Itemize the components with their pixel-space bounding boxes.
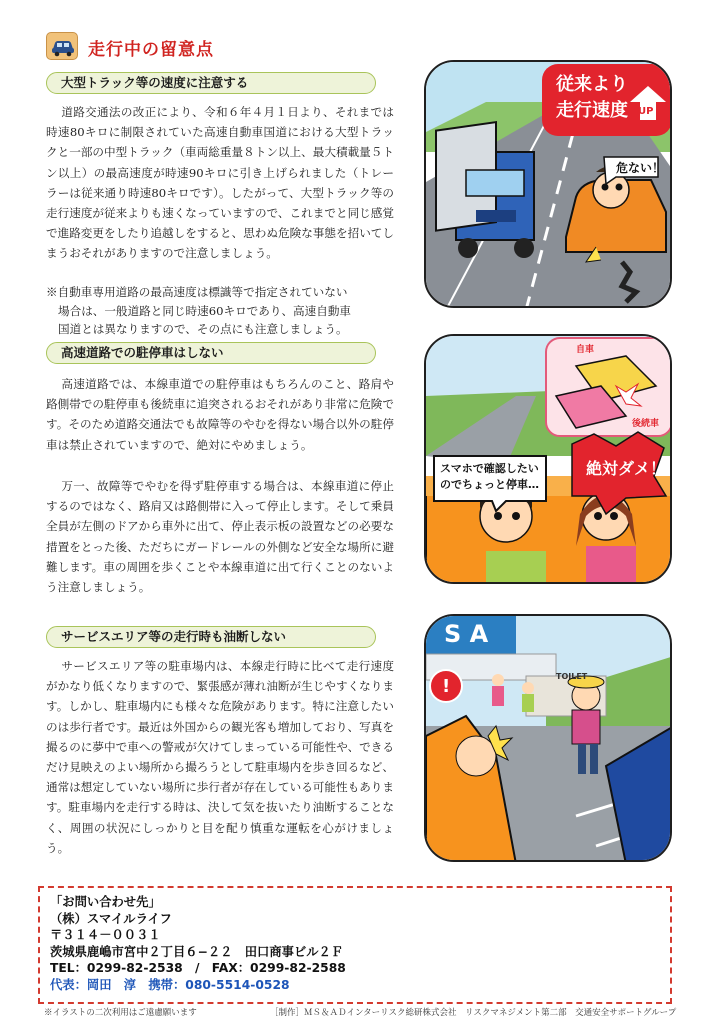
section-body-no-parking-1: 高速道路では、本線車道での駐停車はもちろんのこと、路肩や路側帯での駐停車も後続車に追突されるおそれがあり非常に危険です。そのため道路交通法でも故障等のやむを得ない場合以外の駐停車は禁止されていますので、絶対にやめましょう。 [46, 377, 394, 452]
parking-bubble1-line2: のでちょっと停車… [440, 478, 539, 491]
section-body-no-parking-2: 万一、故障等でやむを得ず駐停車する場合は、本線車道に停止するのではなく、路肩又は路側帯に入って停止します。そして乗員全員が左側のドアから車外に出て、停止表示板の設置などの必要な措置をとった後、ただちにガードレールの外側など安全な場所に避難します。車の周囲を歩くことや本線車道に出て行くことのないよう注意しましょう。 [46, 479, 394, 595]
illustration-truck-speed [424, 60, 672, 308]
inset-label-own-car: 自車 [576, 345, 595, 355]
parking-bubble2: 絶対ダメ！ [586, 459, 667, 478]
section-body-service-area: サービスエリア等の駐車場内は、本線走行時に比べて走行速度がかなり低くなりますので、緊張感が薄れ油断が生じやすくなります。しかし、駐車場内にも様々な危険があります。特に注意したいのは歩行者です。最近は外国からの観光客も増加しており、写真を撮るのに夢中で車への警戒が欠けてしまっている可能性や、できるだけ見映えのよい場所から撮ろうとして駐車場内を歩き回るなど、通常は想定していない場所に歩行者が存在している可能性もあります。駐車場内を走行する時は、決して気を抜いたり油断することなく、周囲の状況にしっかりと目を配り慎重な運転を心がけましょう。 [46, 659, 394, 855]
section-header [46, 32, 426, 62]
contact-heading: 「お問い合わせ先」 [50, 895, 161, 909]
section-heading-service-area: サービスエリア等の走行時も油断しない [46, 626, 376, 648]
section-heading-truck-speed: 大型トラック等の速度に注意する [46, 72, 376, 94]
illustration-service-area [424, 614, 672, 862]
sa-sign: S A [444, 620, 489, 648]
footer-illustration-note: ※イラストの二次利用はご遠慮願います [44, 1008, 197, 1018]
truck-bubble: 危ない！ [616, 161, 665, 175]
contact-company: （株）スマイルライフ [50, 911, 172, 926]
parking-bubble1-line1: スマホで確認したい [440, 462, 539, 475]
inset-label-following-car: 後続車 [632, 419, 660, 429]
truck-sign-up: UP [638, 106, 654, 117]
contact-tel-fax: TEL：0299-82-2538 / FAX：0299-82-2588 [50, 961, 346, 976]
contact-address: 茨城県鹿嶋市宮中２丁目６−２２ 田口商事ビル２Ｆ [50, 944, 344, 959]
section-note-expressway: ※自動車専用道路の最高速度は標識等で指定されていない 場合は、一般道路と同じ時速60キロであり、高速自動車 国道とは異なりますので、その点にも注意しましょう。 [46, 285, 352, 336]
sa-alert-icon: ! [442, 676, 451, 697]
truck-sign-line2: 走行速度 [556, 100, 628, 121]
car-icon [46, 32, 78, 60]
contact-box [38, 886, 672, 1004]
section-body-truck-speed: 道路交通法の改正により、令和６年４月１日より、それまでは時速80キロに制限されていた高速自動車国道における大型トラックと一部の中型トラック（車両総重量８トン以上、最大積載量５トン以上）の最高速度が時速90キロに引き上げられました（トレーラーは従来通り時速80キロです）。したがって、大型トラック等の走行速度が従来よりも速くなっていますので、これまでと同じ感覚で進路変更をしたり追越しをすると、思わぬ危険な事態を招いてしまうおそれがありますので注意しましょう。 [46, 105, 394, 261]
footer-credit: ［制作］ＭＳ＆ＡＤインターリスク総研株式会社 リスクマネジメント第二部 交通安全サポートグループ [270, 1008, 677, 1018]
illustration-no-parking [424, 334, 672, 584]
contact-zip: 〒３１４－００３１ [50, 928, 161, 943]
sa-toilet-sign: TOILET [556, 672, 588, 681]
contact-representative: 代表：岡田 淳 携帯：080-5514-0528 [50, 977, 290, 992]
section-heading-no-parking: 高速道路での駐停車はしない [46, 342, 376, 364]
truck-sign-line1: 従来より [556, 74, 628, 95]
page-title: 走行中の留意点 [88, 40, 214, 60]
